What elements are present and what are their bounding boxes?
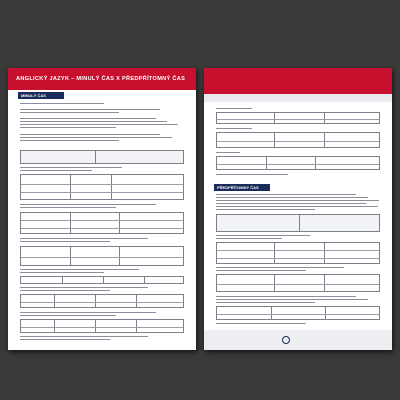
table-column-rule — [119, 213, 120, 233]
table-column-rule — [266, 157, 267, 169]
table-column-rule — [324, 113, 325, 123]
text-line — [20, 287, 148, 288]
text-line — [216, 270, 306, 271]
table-column-rule — [324, 243, 325, 263]
worksheet-left — [8, 68, 196, 350]
text-line — [216, 197, 368, 198]
exercise-table — [216, 156, 380, 170]
text-line — [20, 121, 167, 122]
table-row-rule — [217, 119, 379, 120]
table-column-rule — [111, 175, 112, 199]
table-column-rule — [299, 215, 300, 231]
exercise-table — [20, 150, 184, 164]
exercise-table — [216, 306, 380, 320]
text-line — [216, 108, 252, 109]
text-line — [20, 339, 110, 340]
text-line — [20, 127, 116, 128]
table-column-rule — [70, 175, 71, 199]
table-column-rule — [274, 243, 275, 263]
text-line — [20, 118, 156, 119]
table-column-rule — [95, 151, 96, 163]
table-row-rule — [217, 141, 379, 142]
text-line — [20, 315, 116, 316]
table-row-rule — [21, 220, 183, 221]
exercise-table — [20, 294, 184, 308]
text-line — [216, 323, 306, 324]
exercise-table — [20, 319, 184, 333]
table-row-rule — [21, 192, 183, 193]
text-line — [216, 206, 378, 207]
text-line — [20, 167, 122, 168]
table-column-rule — [274, 113, 275, 123]
text-line — [216, 203, 366, 204]
exercise-table — [216, 112, 380, 124]
table-row-rule — [21, 302, 183, 303]
text-line — [20, 238, 148, 239]
text-line — [216, 174, 288, 175]
table-column-rule — [325, 307, 326, 319]
section-heading-past-tense: MINULÝ ČAS — [18, 92, 64, 99]
table-column-rule — [271, 307, 272, 319]
text-line — [216, 296, 356, 297]
table-row-rule — [217, 164, 379, 165]
sheet-footer — [204, 330, 392, 350]
table-row-rule — [217, 284, 379, 285]
sheet-banner — [204, 68, 392, 94]
exercise-table — [20, 174, 184, 200]
text-line — [20, 269, 139, 270]
table-column-rule — [315, 157, 316, 169]
sheet-title: ANGLICKÝ JAZYK – MINULÝ ČAS X PŘEDPŘÍTOMNÝ ČAS — [8, 68, 196, 90]
table-column-rule — [136, 320, 137, 332]
text-line — [20, 170, 92, 171]
text-line — [216, 128, 252, 129]
worksheet-right — [204, 68, 392, 350]
table-row-rule — [21, 184, 183, 185]
text-line — [20, 137, 172, 138]
table-column-rule — [95, 295, 96, 307]
text-line — [20, 241, 110, 242]
exercise-table — [216, 242, 380, 264]
exercise-table — [216, 214, 380, 232]
text-line — [216, 152, 240, 153]
table-row-rule — [21, 327, 183, 328]
table-column-rule — [274, 133, 275, 147]
table-column-rule — [54, 295, 55, 307]
table-column-rule — [144, 277, 145, 283]
text-line — [216, 302, 315, 303]
table-row-rule — [21, 257, 183, 258]
table-column-rule — [136, 295, 137, 307]
text-line — [20, 290, 110, 291]
text-line — [216, 194, 356, 195]
text-line — [216, 238, 282, 239]
table-row-rule — [217, 314, 379, 315]
table-column-rule — [324, 133, 325, 147]
text-line — [216, 200, 379, 201]
table-column-rule — [70, 247, 71, 265]
exercise-table — [20, 212, 184, 234]
table-column-rule — [274, 275, 275, 291]
text-line — [20, 272, 104, 273]
table-row-rule — [217, 258, 379, 259]
table-column-rule — [324, 275, 325, 291]
text-line — [20, 134, 160, 135]
exercise-table — [216, 132, 380, 148]
section-heading-present-perfect: PŘEDPŘÍTOMNÝ ČAS — [214, 184, 270, 191]
table-column-rule — [95, 320, 96, 332]
publisher-logo-icon — [282, 336, 290, 344]
text-line — [20, 207, 116, 208]
table-row-rule — [21, 228, 183, 229]
text-line — [216, 299, 368, 300]
table-column-rule — [54, 320, 55, 332]
table-row-rule — [217, 250, 379, 251]
exercise-table — [216, 274, 380, 292]
text-line — [20, 204, 156, 205]
table-column-rule — [62, 277, 63, 283]
text-line — [20, 109, 160, 110]
text-line — [20, 312, 156, 313]
exercise-table — [20, 276, 184, 284]
text-line — [216, 235, 310, 236]
text-line — [20, 112, 119, 113]
table-column-rule — [119, 247, 120, 265]
text-line — [20, 140, 119, 141]
sheet-band — [204, 94, 392, 102]
table-column-rule — [70, 213, 71, 233]
text-line — [216, 267, 344, 268]
text-line — [20, 103, 104, 104]
exercise-table — [20, 246, 184, 266]
text-line — [20, 124, 178, 125]
text-line — [216, 209, 315, 210]
text-line — [20, 336, 148, 337]
table-column-rule — [103, 277, 104, 283]
